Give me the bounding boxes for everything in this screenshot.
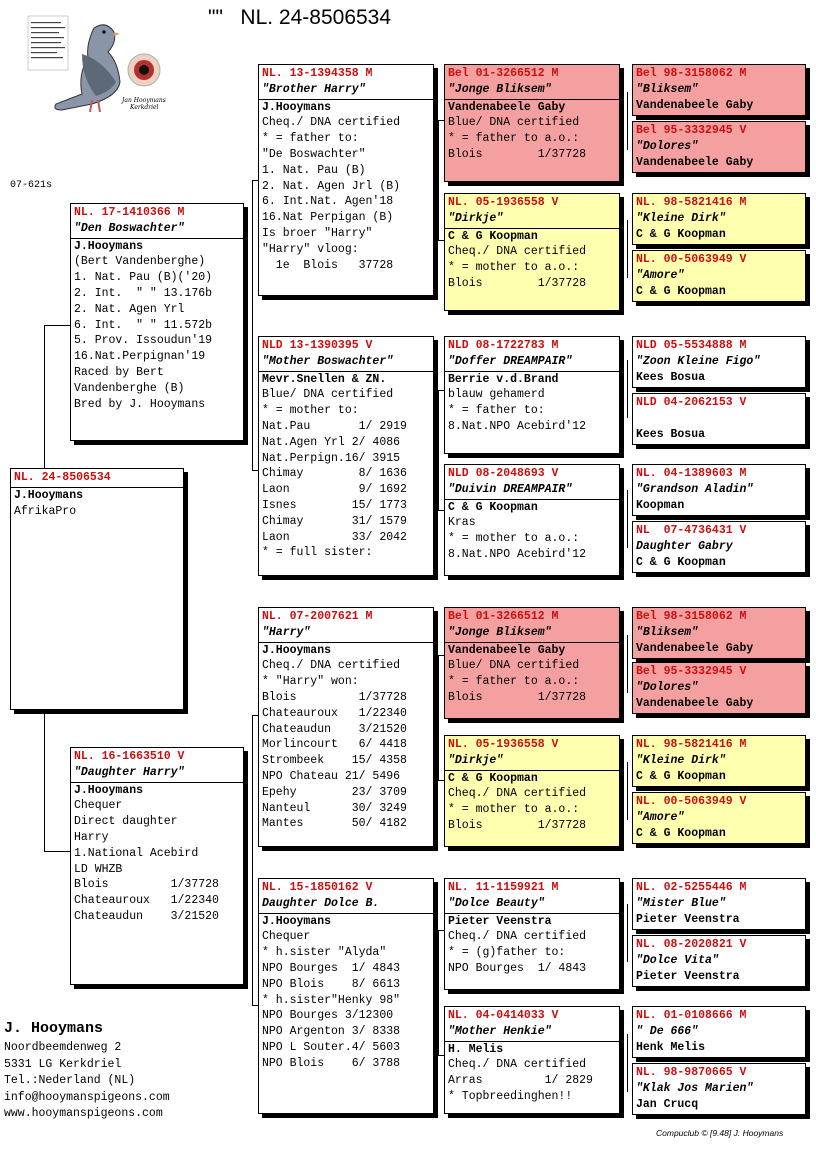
info-line: Vandenberghe (B) [74,381,185,395]
owner-name: Pieter Veenstra [636,969,740,983]
owner-name: Vandenabeele Gaby [636,641,754,655]
owner-name: Henk Melis [636,1040,706,1054]
pigeon-name: Daughter Dolce B. [262,896,380,910]
info-line: * = mother to a.o.: [448,532,580,546]
owner-name: H. Melis [448,1042,504,1056]
ring-number: NL 07-4736431 V [636,524,747,537]
info-line: Laon 33/ 2042 [262,530,407,544]
ring-number: NL. 17-1410366 M [74,206,185,219]
ring-number: NL. 04-0414033 V [448,1009,559,1022]
info-line: * h.sister "Alyda" [262,946,387,960]
info-line: 8.Nat.NPO Acebird'12 [448,419,587,433]
owner-name: Vandenabeele Gaby [636,98,754,112]
pigeon-name: "Mother Boswachter" [262,354,394,368]
footer-credit: Compuclub © [9.48] J. Hooymans [656,1128,784,1138]
breeder-website[interactable]: www.hooymanspigeons.com [4,1107,163,1120]
owner-name: Vandenabeele Gaby [636,155,754,169]
info-line: Isnes 15/ 1773 [262,498,407,512]
owner-name: J.Hooymans [262,914,332,928]
info-line: * = father to a.o.: [448,675,580,689]
info-line: Cheq./ DNA certified [262,116,401,130]
pedigree-box-sire[interactable] [70,203,244,441]
ring-number: NL. 98-9870665 V [636,1066,747,1079]
pedigree-box-g4[interactable] [632,735,806,787]
breeder-email[interactable]: info@hooymanspigeons.com [4,1090,170,1104]
info-line: Blois 1/37728 [74,878,219,892]
pigeon-name [636,411,802,427]
ring-number: NL. 04-1389603 M [636,467,747,480]
info-line: Strombeek 15/ 4358 [262,754,407,768]
info-line: Blue/ DNA certified [448,116,580,130]
pigeon-name: "Dirkje" [448,753,504,767]
pedigree-box-sdd[interactable] [444,464,620,576]
info-line: * = full sister: [262,546,373,560]
pedigree-box-ds[interactable] [258,607,434,847]
info-line: 8.Nat.NPO Acebird'12 [448,547,587,561]
info-line: Chateaudun 3/21520 [262,722,407,736]
pigeon-name: "Klak Jos Marien" [636,1081,754,1095]
breeder-info [4,1018,170,1123]
svg-text:Kerkdriel: Kerkdriel [130,104,159,111]
pedigree-box-ss[interactable] [258,64,434,296]
pigeon-logo [22,14,172,124]
pedigree-box-dd[interactable] [258,878,434,1114]
info-line: NPO Bourges 1/ 4843 [262,961,401,975]
info-line: * "Harry" won: [262,675,359,689]
pigeon-name: "Amore" [636,810,685,824]
pigeon-name: "Dolce Beauty" [448,896,545,910]
info-line: 2. Nat. Agen Yrl [74,302,185,316]
ring-number: NL. 05-1936558 V [448,196,559,209]
info-line: 16.Nat.Perpignan'19 [74,350,206,364]
info-line: NPO Bourges 1/ 4843 [448,961,587,975]
pigeon-name: "Kleine Dirk" [636,211,726,225]
owner-name: Koopman [636,498,685,512]
ring-number: NL. 11-1159921 M [448,881,559,894]
ring-number: NLD 04-2062153 V [636,396,747,409]
ring-number: NL. 07-2007621 M [262,610,373,623]
ring-number: NL. 98-5821416 M [636,196,747,209]
info-line: Cheq./ DNA certified [448,245,587,259]
ring-number: NLD 13-1390395 V [262,339,373,352]
pedigree-box-subject[interactable] [10,468,184,710]
info-line: * = (g)father to: [448,946,566,960]
info-line: Morlincourt 6/ 4418 [262,738,407,752]
pedigree-box-sds[interactable] [444,336,620,454]
info-line: Kras [448,516,476,530]
info-line: Nat.Perpign.16/ 3915 [262,451,401,465]
pedigree-box-dam[interactable] [70,747,244,985]
ring-number: NL. 01-0108666 M [636,1009,747,1022]
info-line: Chequer [262,930,311,944]
owner-name: Jan Crucq [636,1097,699,1111]
info-line: NPO Blois 6/ 3788 [262,1056,401,1070]
info-line: 1. Nat. Pau (B)('20) [74,271,213,285]
info-line: AfrikaPro [14,504,77,518]
owner-name: C & G Koopman [636,284,726,298]
pigeon-name: Daughter Gabry [636,539,733,553]
ring-number: Bel 01-3266512 M [448,610,559,623]
info-line: Cheq./ DNA certified [448,1058,587,1072]
info-line: Blois 1/37728 [448,818,587,832]
pigeon-name: "Duivin DREAMPAIR" [448,482,573,496]
info-line: 1e Blois 37728 [262,258,394,272]
info-line: Chateauroux 1/22340 [262,706,407,720]
owner-name: J.Hooymans [262,643,332,657]
owner-name: Pieter Veenstra [636,912,740,926]
pigeon-name: "Brother Harry" [262,82,366,96]
info-line: Direct daughter [74,815,178,829]
pedigree-box-g4[interactable] [632,250,806,302]
owner-name: C & G Koopman [448,500,538,514]
info-line: Nat.Agen Yrl 2/ 4086 [262,435,401,449]
pedigree-box-sd[interactable] [258,336,434,576]
pedigree-box-g4[interactable] [632,393,806,445]
info-line: (Bert Vandenberghe) [74,255,206,269]
info-line: Chateaudun 3/21520 [74,909,219,923]
ring-number: NLD 05-5534888 M [636,339,747,352]
pedigree-box-g4[interactable] [632,878,806,930]
ring-number: NL. 00-5063949 V [636,253,747,266]
pigeon-name: "Zoon Kleine Figo" [636,354,761,368]
info-line: Is broer "Harry" [262,226,373,240]
pigeon-name: "Bliksem" [636,625,699,639]
pedigree-box-g4[interactable] [632,193,806,245]
info-line: * = father to: [448,404,545,418]
pedigree-box-g4[interactable] [632,464,806,516]
info-line: Chequer [74,799,123,813]
owner-name: Mevr.Snellen & ZN. [262,372,387,386]
pedigree-box-dss[interactable] [444,607,620,719]
pedigree-box-g4[interactable] [632,607,806,659]
info-line: Nanteul 30/ 3249 [262,801,407,815]
pedigree-box-ssd[interactable] [444,193,620,311]
pigeon-name: "Grandson Aladin" [636,482,754,496]
pedigree-box-dsd[interactable] [444,735,620,847]
info-line: Blois 1/37728 [448,690,587,704]
owner-name: C & G Koopman [448,229,538,243]
pigeon-name: "Dolce Vita" [636,953,719,967]
ring-number: NLD 08-2048693 V [448,467,559,480]
owner-name: Vandenabeele Gaby [448,643,566,657]
owner-name: C & G Koopman [448,771,538,785]
pedigree-box-g4[interactable] [632,336,806,388]
info-line: 5. Prov. Issoudun'19 [74,334,213,348]
info-line: 2. Nat. Agen Jrl (B) [262,179,401,193]
info-line: "De Boswachter" [262,147,366,161]
pigeon-name: "Kleine Dirk" [636,753,726,767]
owner-name: J.Hooymans [74,239,144,253]
pigeon-name: "Jonge Bliksem" [448,82,552,96]
ring-number: NL. 16-1663510 V [74,750,185,763]
info-line: LD WHZB [74,862,123,876]
ring-number: NL. 13-1394358 M [262,67,373,80]
ring-number: Bel 98-3158062 M [636,610,747,623]
info-line: * = mother to a.o.: [448,803,580,817]
pedigree-box-g4[interactable] [632,662,806,714]
ring-number: NL. 05-1936558 V [448,738,559,751]
pigeon-name: " De 666" [636,1024,699,1038]
ring-number: NL. 24-8506534 [14,471,111,484]
pigeon-name: "Dolores" [636,139,699,153]
info-line: Harry [74,830,109,844]
info-line: Blue/ DNA certified [262,388,394,402]
info-line: Laon 9/ 1692 [262,483,407,497]
ring-number: Bel 01-3266512 M [448,67,559,80]
info-line: NPO Argenton 3/ 8338 [262,1025,401,1039]
info-line: Chimay 31/ 1579 [262,514,407,528]
info-line: Blois 1/37728 [448,276,587,290]
info-line: 16.Nat Perpigan (B) [262,211,394,225]
info-line: 6. Int. " " 11.572b [74,318,213,332]
pedigree-box-g4[interactable] [632,64,806,116]
info-line: Chimay 8/ 1636 [262,467,407,481]
info-line: Raced by Bert [74,365,164,379]
pedigree-box-dds[interactable] [444,878,620,990]
pigeon-name: "Amore" [636,268,685,282]
owner-name: Pieter Veenstra [448,914,552,928]
info-line: Chateauroux 1/22340 [74,894,219,908]
breeder-address: Noordbeemdenweg 2 [4,1041,122,1054]
pedigree-box-sss[interactable] [444,64,620,182]
ring-number: NL. 00-5063949 V [636,795,747,808]
owner-name: Berrie v.d.Brand [448,372,559,386]
info-line: Blue/ DNA certified [448,659,580,673]
breeder-name: J. Hooymans [4,1020,104,1037]
owner-name: J.Hooymans [74,783,144,797]
pigeon-name: "Mister Blue" [636,896,726,910]
pedigree-box-g4[interactable] [632,792,806,844]
pigeon-name: "Mother Henkie" [448,1024,552,1038]
page-title: "" NL. 24-8506534 [208,6,392,29]
owner-name: J.Hooymans [14,488,84,502]
info-line: NPO Bourges 3/12300 [262,1009,394,1023]
info-line: * = father to: [262,132,359,146]
info-line: Arras 1/ 2829 [448,1074,593,1088]
pedigree-box-g4[interactable] [632,1063,806,1115]
owner-name: Vandenabeele Gaby [448,100,566,114]
pedigree-box-ddd[interactable] [444,1006,620,1114]
owner-name: C & G Koopman [636,555,726,569]
info-line: 1. Nat. Pau (B) [262,163,366,177]
ring-number: Bel 95-3332945 V [636,124,747,137]
ring-number: NL. 02-5255446 M [636,881,747,894]
ring-number: NL. 98-5821416 M [636,738,747,751]
info-line: * = father to a.o.: [448,132,580,146]
info-line: 2. Int. " " 13.176b [74,286,213,300]
pedigree-box-g4[interactable] [632,1006,806,1058]
pigeon-name: "Dolores" [636,680,699,694]
owner-name: Kees Bosua [636,370,706,384]
info-line: Cheq./ DNA certified [262,659,401,673]
owner-name: C & G Koopman [636,227,726,241]
pigeon-name: "Harry" [262,625,311,639]
breeder-phone: Tel.:Nederland (NL) [4,1074,136,1087]
pigeon-name: "Dirkje" [448,211,504,225]
info-line: "Harry" vloog: [262,242,359,256]
info-line: * h.sister"Henky 98" [262,993,401,1007]
pedigree-box-g4[interactable] [632,935,806,987]
ring-number: NLD 08-1722783 M [448,339,559,352]
svg-text:Jan Hooymans: Jan Hooymans [122,97,166,104]
info-line: blauw gehamerd [448,388,545,402]
info-line: 6. Int.Nat. Agen'18 [262,195,394,209]
pigeon-name: "Doffer DREAMPAIR" [448,354,573,368]
pigeon-name: "Den Boswachter" [74,221,185,235]
pedigree-box-g4[interactable] [632,521,806,573]
side-code: 07-621s [10,180,53,191]
owner-name: Vandenabeele Gaby [636,696,754,710]
info-line: Bred by J. Hooymans [74,397,206,411]
ring-number: Bel 95-3332945 V [636,665,747,678]
info-line: * = mother to: [262,404,359,418]
pigeon-name: "Daughter Harry" [74,765,185,779]
pigeon-name: "Bliksem" [636,82,699,96]
ring-number: NL. 08-2020821 V [636,938,747,951]
owner-name: Kees Bosua [636,427,706,441]
pigeon-name: "Jonge Bliksem" [448,625,552,639]
ring-number: NL. 15-1850162 V [262,881,373,894]
info-line: 1.National Acebird [74,846,199,860]
info-line: Blois 1/37728 [262,690,407,704]
owner-name: C & G Koopman [636,769,726,783]
info-line: * Topbreedinghen!! [448,1089,573,1103]
breeder-city: 5331 LG Kerkdriel [4,1057,122,1071]
info-line: Nat.Pau 1/ 2919 [262,419,407,433]
owner-name: C & G Koopman [636,826,726,840]
info-line: NPO L Souter.4/ 5603 [262,1040,401,1054]
ring-number: Bel 98-3158062 M [636,67,747,80]
info-line: Cheq./ DNA certified [448,930,587,944]
info-line: Cheq./ DNA certified [448,787,587,801]
info-line: NPO Blois 8/ 6613 [262,977,401,991]
info-line: * = mother to a.o.: [448,261,580,275]
info-line: Blois 1/37728 [448,147,587,161]
info-line: Epehy 23/ 3709 [262,785,407,799]
info-line: NPO Chateau 21/ 5496 [262,769,401,783]
pedigree-box-g4[interactable] [632,121,806,173]
info-line: Mantes 50/ 4182 [262,817,407,831]
owner-name: J.Hooymans [262,100,332,114]
